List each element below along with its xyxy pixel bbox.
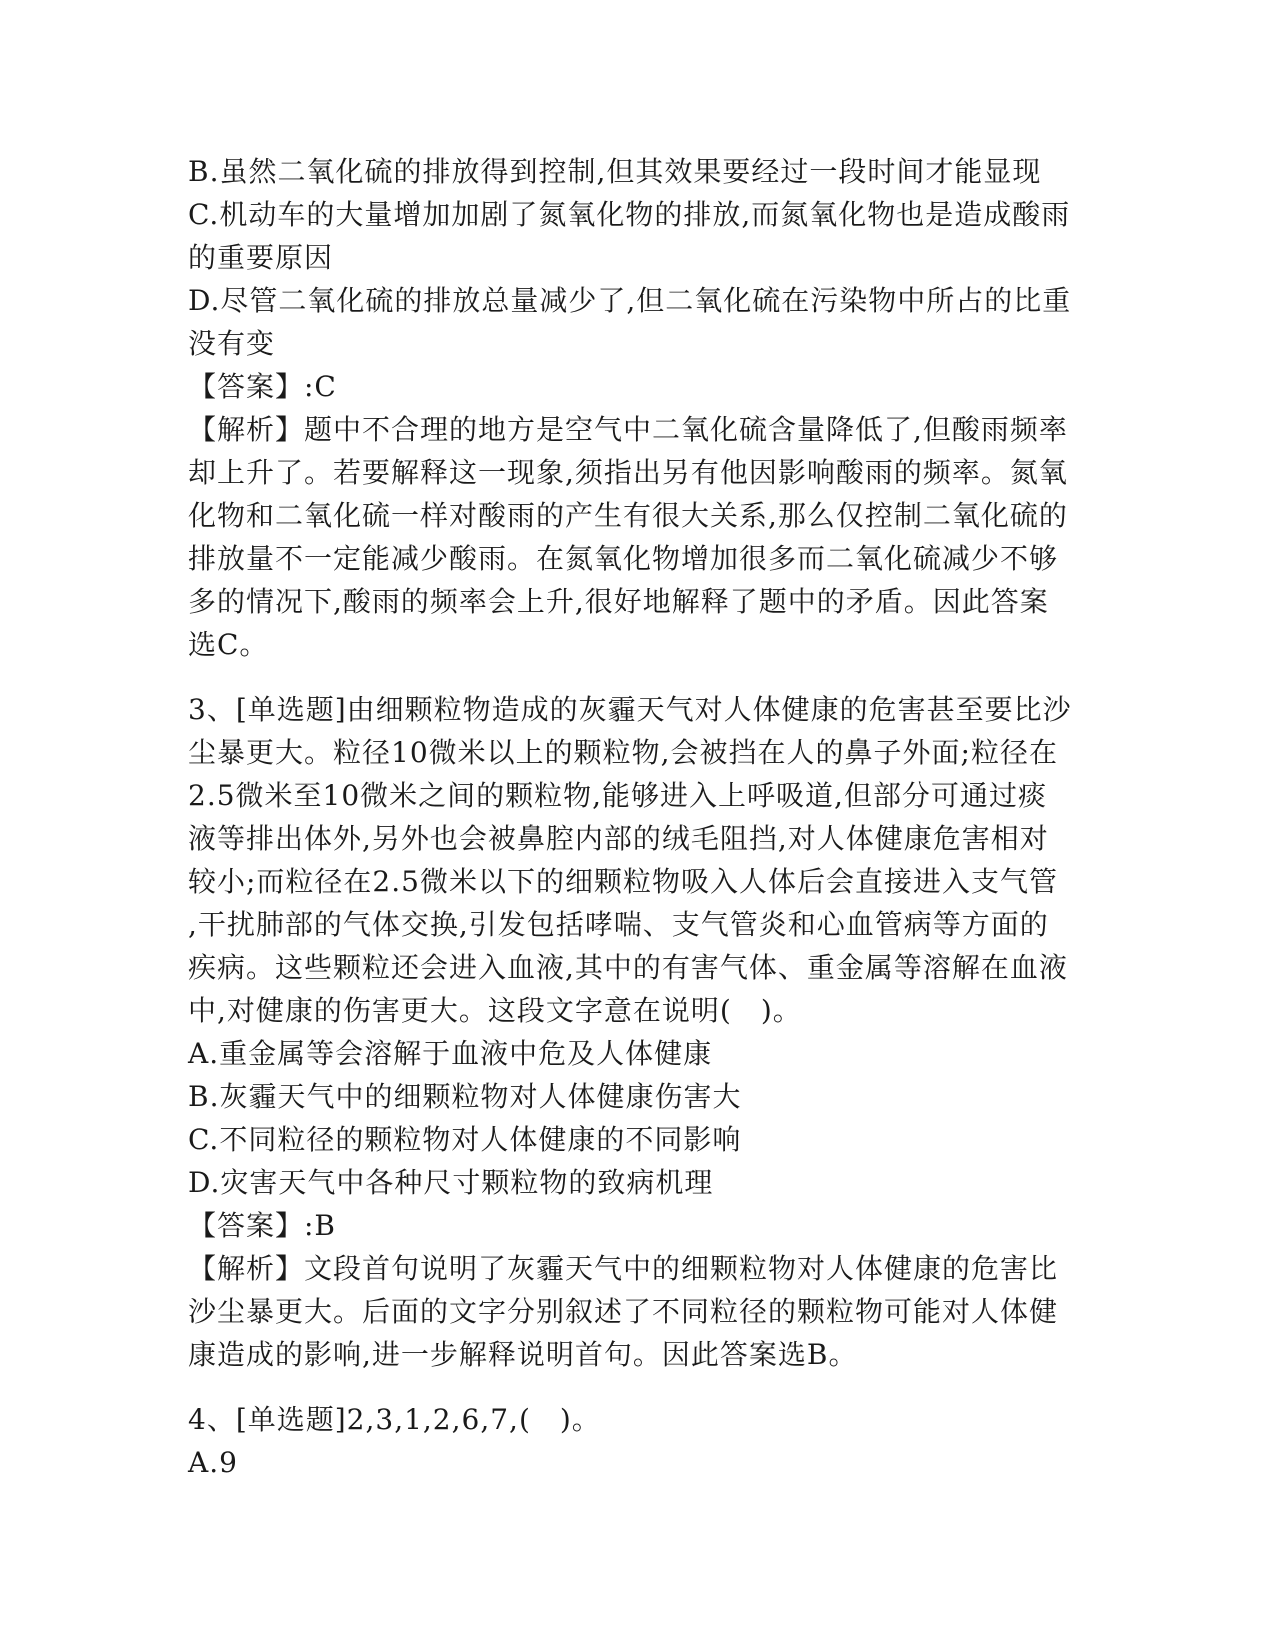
q3-stem-line: ,干扰肺部的气体交换,引发包括哮喘、支气管炎和心血管病等方面的 xyxy=(188,908,1049,941)
q3-stem-line: 尘暴更大。粒径10微米以上的颗粒物,会被挡在人的鼻子外面;粒径在 xyxy=(188,736,1058,769)
q3-analysis-line: 【解析】文段首句说明了灰霾天气中的细颗粒物对人体健康的危害比 xyxy=(188,1252,1059,1285)
q3-option-d: D.灾害天气中各种尺寸颗粒物的致病机理 xyxy=(188,1166,714,1199)
q2-answer: 【答案】:C xyxy=(188,370,337,403)
q2-option-d-line2: 没有变 xyxy=(188,327,276,360)
q3-stem-line: 较小;而粒径在2.5微米以下的细颗粒物吸入人体后会直接进入支气管 xyxy=(188,865,1058,898)
q2-analysis-line: 却上升了。若要解释这一现象,须指出另有他因影响酸雨的频率。氮氧 xyxy=(188,456,1068,489)
q3-option-c: C.不同粒径的颗粒物对人体健康的不同影响 xyxy=(188,1123,742,1156)
q3-answer: 【答案】:B xyxy=(188,1209,337,1242)
q4-option-a: A.9 xyxy=(188,1446,238,1479)
q3-stem-line: 液等排出体外,另外也会被鼻腔内部的绒毛阻挡,对人体健康危害相对 xyxy=(188,822,1049,855)
q4-stem: 4、[单选题]2,3,1,2,6,7,( )。 xyxy=(188,1403,601,1436)
q2-analysis-line: 排放量不一定能减少酸雨。在氮氧化物增加很多而二氧化硫减少不够 xyxy=(188,542,1059,575)
q2-option-c-line2: 的重要原因 xyxy=(188,241,334,274)
document-page xyxy=(188,150,1088,1484)
q3-stem-line: 2.5微米至10微米之间的颗粒物,能够进入上呼吸道,但部分可通过痰 xyxy=(188,779,1047,812)
q3-stem-line: 中,对健康的伤害更大。这段文字意在说明( )。 xyxy=(188,994,802,1027)
q2-analysis-line: 【解析】题中不合理的地方是空气中二氧化硫含量降低了,但酸雨频率 xyxy=(188,413,1068,446)
q3-option-a: A.重金属等会溶解于血液中危及人体健康 xyxy=(188,1037,713,1070)
q3-stem-line: 疾病。这些颗粒还会进入血液,其中的有害气体、重金属等溶解在血液 xyxy=(188,951,1068,984)
q3-analysis-line: 康造成的影响,进一步解释说明首句。因此答案选B。 xyxy=(188,1338,858,1371)
q2-option-d-line1: D.尽管二氧化硫的排放总量减少了,但二氧化硫在污染物中所占的比重 xyxy=(188,284,1072,317)
q2-analysis-line: 多的情况下,酸雨的频率会上升,很好地解释了题中的矛盾。因此答案 xyxy=(188,585,1049,618)
section-gap xyxy=(188,666,1088,688)
q3-stem-line: 3、[单选题]由细颗粒物造成的灰霾天气对人体健康的危害甚至要比沙 xyxy=(188,693,1072,726)
q2-option-b: B.虽然二氧化硫的排放得到控制,但其效果要经过一段时间才能显现 xyxy=(188,155,1042,188)
q3-option-b: B.灰霾天气中的细颗粒物对人体健康伤害大 xyxy=(188,1080,742,1113)
q2-analysis-line: 化物和二氧化硫一样对酸雨的产生有很大关系,那么仅控制二氧化硫的 xyxy=(188,499,1068,532)
q3-analysis-line: 沙尘暴更大。后面的文字分别叙述了不同粒径的颗粒物可能对人体健 xyxy=(188,1295,1059,1328)
q2-analysis-line: 选C。 xyxy=(188,628,269,661)
q2-option-c-line1: C.机动车的大量增加加剧了氮氧化物的排放,而氮氧化物也是造成酸雨 xyxy=(188,198,1071,231)
section-gap xyxy=(188,1376,1088,1398)
